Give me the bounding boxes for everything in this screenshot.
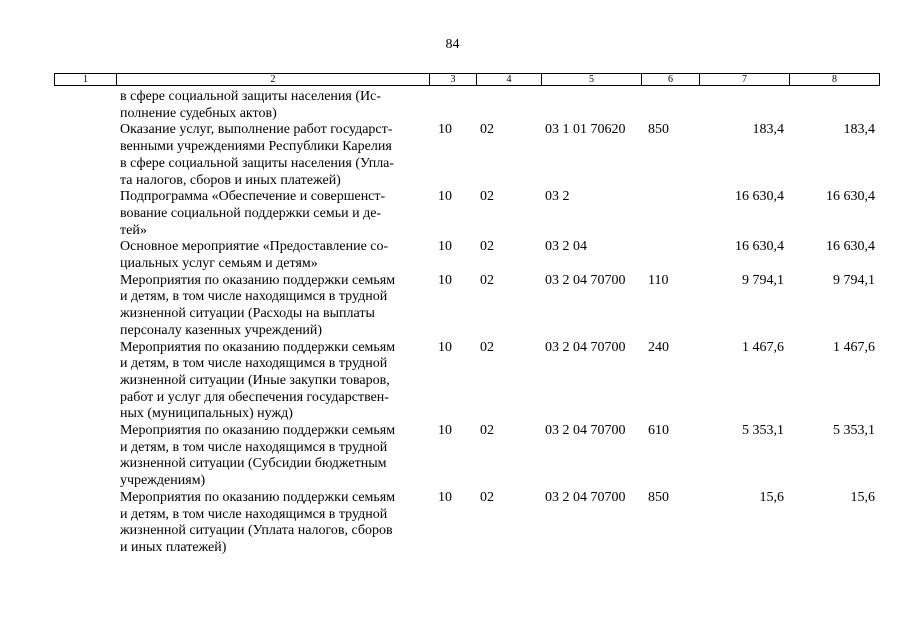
- row-cell-c8: 5 353,1: [833, 423, 875, 439]
- header-col-6: 6: [642, 74, 700, 85]
- row-name-line: Мероприятия по оказанию поддержки семьям: [120, 489, 396, 505]
- row-cell-c5: 03 2 04 70700: [545, 339, 626, 355]
- row-cell-c6: 850: [648, 122, 669, 138]
- row-cell-c8: 9 794,1: [833, 272, 875, 288]
- row-name-cell: [120, 239, 425, 272]
- row-cell-c7: 16 630,4: [735, 239, 784, 255]
- row-name-line: вование социальной поддержки семьи и де-: [120, 205, 382, 221]
- row-cell-c7: 1 467,6: [742, 339, 784, 355]
- row-cell-c5: 03 2: [545, 189, 570, 205]
- header-col-3: 3: [430, 74, 477, 85]
- table-row: [0, 89, 905, 122]
- row-cell-c4: 02: [480, 239, 494, 255]
- row-name-line: жизненной ситуации (Уплата налогов, сборов: [120, 523, 393, 539]
- row-cell-c8: 1 467,6: [833, 339, 875, 355]
- row-name-line: и детям, в том числе находящимся в трудной: [120, 506, 388, 522]
- row-name-line: учреждениям): [120, 473, 206, 489]
- row-name-line: циальных услуг семьям и детям»: [120, 256, 318, 272]
- row-cell-c6: 110: [648, 272, 669, 288]
- table-row: [0, 189, 905, 239]
- row-cell-c4: 02: [480, 489, 494, 505]
- row-name-line: в сфере социальной защиты населения (Упла-: [120, 155, 395, 171]
- row-cell-c3: 10: [438, 122, 452, 138]
- header-col-7: 7: [700, 74, 790, 85]
- page-number: 84: [445, 37, 460, 52]
- row-cell-c7: 15,6: [759, 489, 784, 505]
- row-cell-c5: 03 2 04: [545, 239, 587, 255]
- row-name-cell: [120, 273, 425, 340]
- row-name-line: и детям, в том числе находящимся в трудной: [120, 356, 388, 372]
- row-cell-c4: 02: [480, 423, 494, 439]
- table-row: [0, 122, 905, 189]
- row-cell-c3: 10: [438, 272, 452, 288]
- row-cell-c4: 02: [480, 189, 494, 205]
- row-cell-c4: 02: [480, 122, 494, 138]
- row-cell-c3: 10: [438, 423, 452, 439]
- row-cell-c8: 15,6: [850, 489, 875, 505]
- row-name-line: и иных платежей): [120, 539, 227, 555]
- table-body: [0, 89, 905, 557]
- row-name-line: Подпрограмма «Обеспечение и совершенст-: [120, 189, 386, 205]
- table-row: [0, 273, 905, 340]
- row-cell-c7: 183,4: [752, 122, 784, 138]
- header-col-1: 1: [55, 74, 117, 85]
- table-row: [0, 490, 905, 557]
- row-cell-c6: 850: [648, 489, 669, 505]
- row-cell-c5: 03 2 04 70700: [545, 423, 626, 439]
- row-cell-c3: 10: [438, 489, 452, 505]
- row-name-line: жизненной ситуации (Расходы на выплаты: [120, 306, 375, 322]
- table-header: [54, 73, 880, 86]
- table-row: [0, 340, 905, 424]
- row-cell-c8: 183,4: [843, 122, 875, 138]
- row-name-line: жизненной ситуации (Иные закупки товаров,: [120, 372, 390, 388]
- row-name-line: Мероприятия по оказанию поддержки семьям: [120, 339, 396, 355]
- row-cell-c4: 02: [480, 272, 494, 288]
- row-name-line: та налогов, сборов и иных платежей): [120, 172, 341, 188]
- header-col-4: 4: [477, 74, 542, 85]
- row-name-line: и детям, в том числе находящимся в трудной: [120, 289, 388, 305]
- row-name-line: полнение судебных актов): [120, 105, 277, 121]
- row-cell-c3: 10: [438, 239, 452, 255]
- header-col-5: 5: [542, 74, 642, 85]
- row-name-line: персоналу казенных учреждений): [120, 322, 323, 338]
- row-name-line: тей»: [120, 222, 147, 238]
- row-name-cell: [120, 423, 425, 490]
- row-name-cell: [120, 89, 425, 122]
- header-col-2: 2: [117, 74, 430, 85]
- row-cell-c3: 10: [438, 189, 452, 205]
- row-cell-c7: 9 794,1: [742, 272, 784, 288]
- header-col-8: 8: [832, 74, 837, 85]
- row-name-line: в сфере социальной защиты населения (Ис-: [120, 89, 382, 104]
- row-name-cell: [120, 490, 425, 557]
- row-cell-c7: 16 630,4: [735, 189, 784, 205]
- row-name-cell: [120, 340, 425, 424]
- row-name-cell: [120, 122, 425, 189]
- row-cell-c7: 5 353,1: [742, 423, 784, 439]
- row-cell-c5: 03 2 04 70700: [545, 489, 626, 505]
- row-cell-c6: 240: [648, 339, 669, 355]
- table-row: [0, 423, 905, 490]
- row-cell-c6: 610: [648, 423, 669, 439]
- row-cell-c8: 16 630,4: [826, 189, 875, 205]
- row-cell-c5: 03 2 04 70700: [545, 272, 626, 288]
- row-cell-c3: 10: [438, 339, 452, 355]
- row-name-line: Оказание услуг, выполнение работ государст-: [120, 122, 393, 138]
- row-name-line: работ и услуг для обеспечения государствен-: [120, 389, 389, 405]
- row-name-line: Основное мероприятие «Предоставление со-: [120, 239, 389, 255]
- table-row: [0, 239, 905, 272]
- row-cell-c8: 16 630,4: [826, 239, 875, 255]
- row-name-cell: [120, 189, 425, 239]
- row-cell-c4: 02: [480, 339, 494, 355]
- row-name-line: и детям, в том числе находящимся в трудной: [120, 439, 388, 455]
- row-name-line: Мероприятия по оказанию поддержки семьям: [120, 423, 396, 439]
- row-name-line: Мероприятия по оказанию поддержки семьям: [120, 272, 396, 288]
- row-name-line: жизненной ситуации (Субсидии бюджетным: [120, 456, 387, 472]
- row-name-line: венными учреждениями Республики Карелия: [120, 139, 392, 155]
- row-name-line: ных (муниципальных) нужд): [120, 406, 293, 422]
- row-cell-c5: 03 1 01 70620: [545, 122, 626, 138]
